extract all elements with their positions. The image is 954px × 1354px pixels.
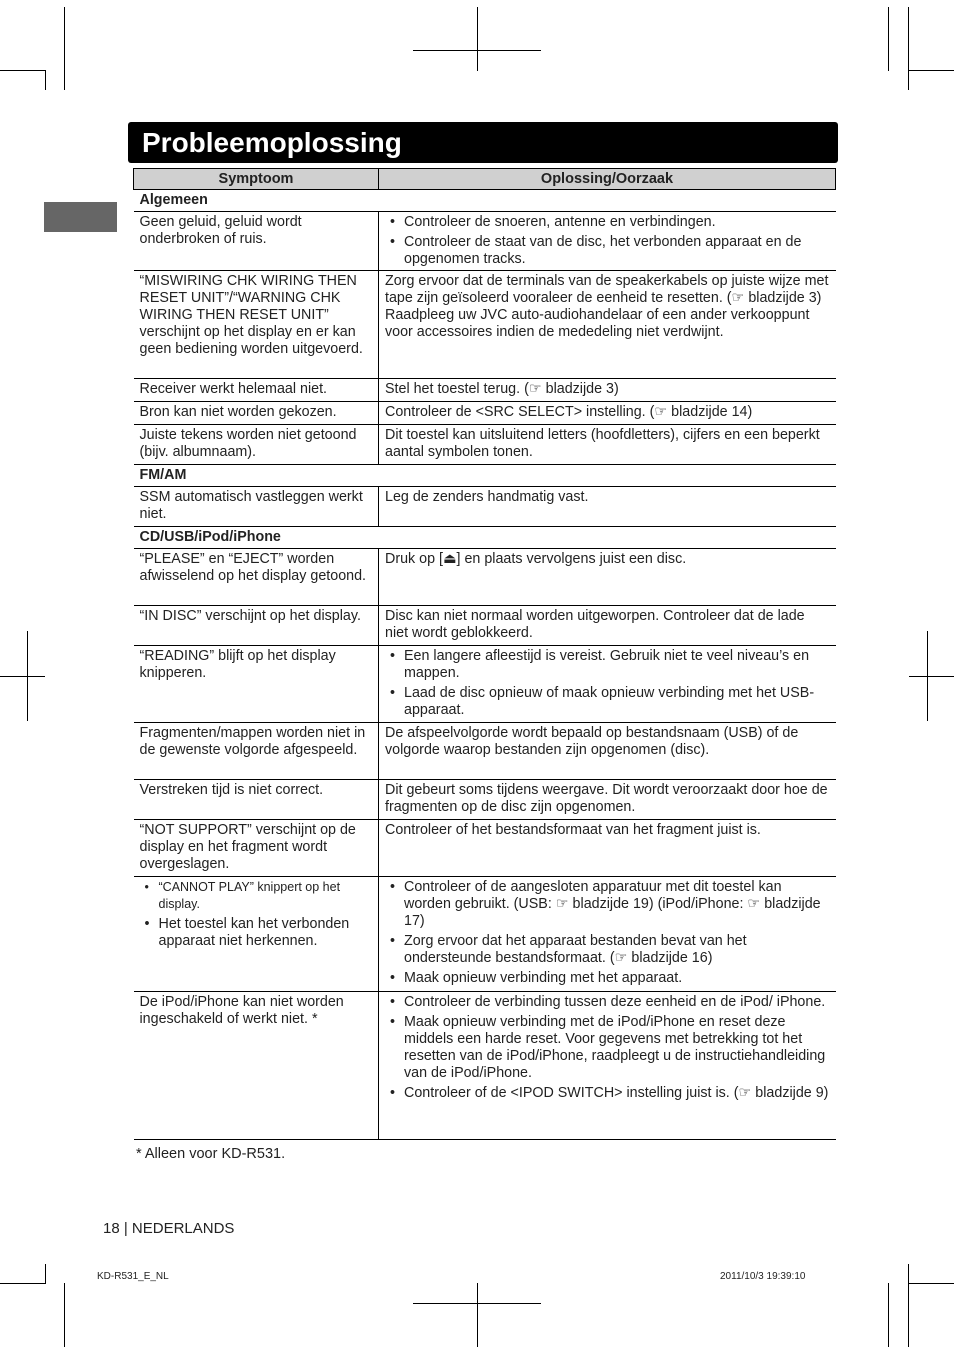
table-row [134,487,836,527]
footer-timestamp: 2011/10/3 19:39:10 [720,1271,806,1282]
list-item: • Maak opnieuw verbinding met de iPod/iPhone en reset deze middels een harde reset. Voor gegevens met betrekking tot het resetten van de iPod/iPhone, raadpleegt u de instructiehandleiding van de iPod/iPhone. [385,1014,830,1082]
table-row [134,379,836,402]
table-header-row [134,169,836,190]
list-item: • Controleer de verbinding tussen deze eenheid en de iPod/ iPhone. [385,994,830,1011]
symptom-cell: “IN DISC” verschijnt op het display. [134,606,379,646]
section-row [134,465,836,487]
section-row [134,190,836,212]
table-row [134,271,836,379]
list-item: • “CANNOT PLAY” knippert op het display. [140,879,373,913]
list-item: • Een langere afleestijd is vereist. Gebruik niet te veel niveau’s en mappen. [385,648,830,682]
list-item: • Maak opnieuw verbinding met het apparaat. [385,970,830,987]
table-row [134,549,836,606]
symptom-cell: “NOT SUPPORT” verschijnt op de display en het fragment wordt overgeslagen. [134,820,379,877]
solution-cell: Stel het toestel terug. (☞ bladzijde 3) [379,379,836,402]
symptom-cell: De iPod/iPhone kan niet worden ingeschakeld of werkt niet. * [134,992,379,1140]
symptom-cell [134,877,379,992]
symptom-cell: Verstreken tijd is niet correct. [134,780,379,820]
page-number: 18 | NEDERLANDS [103,1220,235,1237]
table-row [134,992,836,1140]
solution-cell: Dit gebeurt soms tijdens weergave. Dit wordt veroorzaakt door hoe de fragmenten op de disc zijn opgenomen. [379,780,836,820]
symptom-cell: Bron kan niet worden gekozen. [134,402,379,425]
solution-cell [379,877,836,992]
solution-cell: Controleer de <SRC SELECT> instelling. (☞ bladzijde 14) [379,402,836,425]
table-row [134,646,836,723]
solution-cell: De afspeelvolgorde wordt bepaald op bestandsnaam (USB) of de volgorde waarop bestanden zijn opgenomen (disc). [379,723,836,780]
title-bar [128,122,838,163]
list-item: • Controleer of de aangesloten apparatuur met dit toestel kan worden gebruikt. (USB: ☞ bladzijde 19) (iPod/iPhone: ☞ bladzijde 17) [385,879,830,930]
table-row [134,877,836,992]
symptom-cell: Fragmenten/mappen worden niet in de gewenste volgorde afgespeeld. [134,723,379,780]
footer-file-id: KD-R531_E_NL [97,1271,169,1282]
symptom-cell: Receiver werkt helemaal niet. [134,379,379,402]
solution-cell [379,646,836,723]
solution-cell [379,271,836,379]
solution-cell: Druk op [⏏] en plaats vervolgens juist een disc. [379,549,836,606]
header-solution: Oplossing/Oorzaak [379,169,836,190]
table-row [134,780,836,820]
table-row [134,425,836,465]
solution-cell: Controleer of het bestandsformaat van het fragment juist is. [379,820,836,877]
symptom-cell: “MISWIRING CHK WIRING THEN RESET UNIT”/“WARNING CHK WIRING THEN RESET UNIT” verschijnt op het display en er kan geen bediening worden uitgevoerd. [134,271,379,379]
list-item: • Laad de disc opnieuw of maak opnieuw verbinding met het USB-apparaat. [385,685,830,719]
list-item: • Het toestel kan het verbonden apparaat niet herkennen. [140,916,373,950]
symptom-cell: Juiste tekens worden niet getoond (bijv. albumnaam). [134,425,379,465]
solution-cell [379,992,836,1140]
symptom-cell: “READING” blijft op het display knipperen. [134,646,379,723]
header-symptom: Symptoom [134,169,379,190]
solution-text: Raadpleeg uw JVC auto-audiohandelaar of een ander verkooppunt voor accessoires indien de mededeling niet verdwijnt. [385,307,810,340]
section-algemeen: Algemeen [134,190,836,212]
solution-text: Zorg ervoor dat de terminals van de speakerkabels op juiste wijze met tape zijn geïsoleerd vooraleer de eenheid te resetten. (☞ bladzijde 3) [385,273,829,306]
table-row [134,402,836,425]
table-row [134,820,836,877]
symptom-cell: “PLEASE” en “EJECT” worden afwisselend op het display getoond. [134,549,379,606]
symptom-cell: Geen geluid, geluid wordt onderbroken of ruis. [134,212,379,271]
list-item: • Controleer de snoeren, antenne en verbindingen. [385,214,830,231]
section-cd: CD/USB/iPod/iPhone [134,527,836,549]
table-row [134,723,836,780]
solution-cell: Disc kan niet normaal worden uitgeworpen. Controleer dat de lade niet wordt geblokkeerd. [379,606,836,646]
solution-cell [379,212,836,271]
chapter-tab-marker [44,202,117,232]
solution-cell: Dit toestel kan uitsluitend letters (hoofdletters), cijfers en een beperkt aantal symbolen tonen. [379,425,836,465]
section-fmam: FM/AM [134,465,836,487]
list-item: • Zorg ervoor dat het apparaat bestanden bevat van het ondersteunde bestandsformaat. (☞ bladzijde 16) [385,933,830,967]
footnote: * Alleen voor KD-R531. [136,1146,286,1162]
page-title: Probleemoplossing [142,127,402,158]
section-row [134,527,836,549]
troubleshooting-table [133,168,836,1140]
solution-cell: Leg de zenders handmatig vast. [379,487,836,527]
list-item: • Controleer of de <IPOD SWITCH> instelling juist is. (☞ bladzijde 9) [385,1085,830,1102]
table-row [134,606,836,646]
table-row [134,212,836,271]
list-item: • Controleer de staat van de disc, het verbonden apparaat en de opgenomen tracks. [385,234,830,268]
symptom-cell: SSM automatisch vastleggen werkt niet. [134,487,379,527]
